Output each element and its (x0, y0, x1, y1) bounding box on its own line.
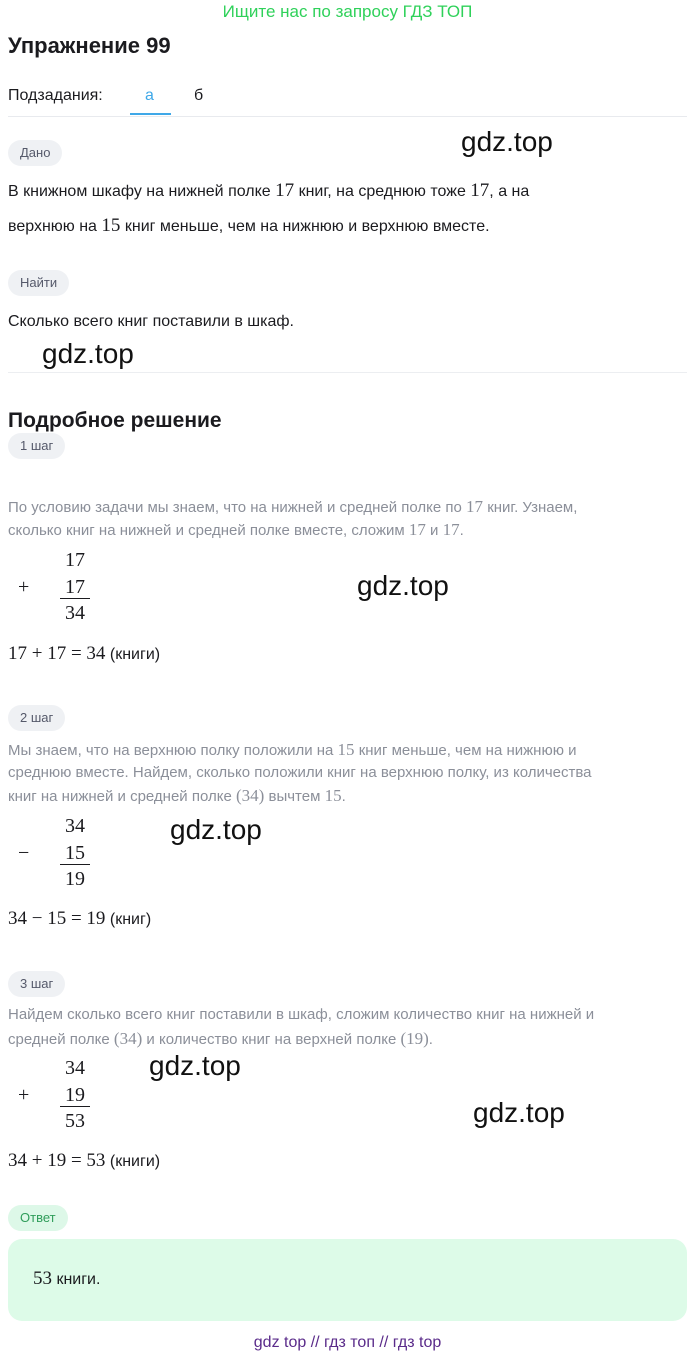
number: 17 (442, 520, 460, 539)
number: 15 (324, 786, 342, 805)
number: (19) (400, 1029, 429, 1048)
equation-unit: (книги) (109, 1153, 161, 1170)
step-2-badge: 2 шаг (8, 705, 65, 731)
watermark: gdz.top (461, 126, 553, 157)
equation-unit: (книги) (109, 646, 161, 663)
number: 17 (408, 520, 426, 539)
number: 17 (275, 180, 295, 201)
number: 17 (470, 180, 490, 201)
step-1-equation (8, 643, 160, 665)
page-title: Упражнение 99 (8, 33, 171, 58)
step-3-text-line-1: Найдем сколько всего книг поставили в шкаф, сложим количество книг на нижней и (8, 1006, 595, 1023)
step-1-operand-b: 17 (60, 576, 90, 599)
step-3-operator: + (18, 1084, 30, 1106)
step-1-text-line-2 (8, 520, 464, 540)
step-3-operand-a: 34 (65, 1057, 85, 1079)
given-text: книг меньше, чем на нижнюю и верхнюю вместе. (120, 218, 490, 235)
given-text: верхнюю на (8, 218, 102, 235)
step-2-operand-a: 34 (65, 815, 85, 837)
step-1-badge: 1 шаг (8, 433, 65, 459)
promo-banner[interactable]: Ищите нас по запросу ГДЗ ТОП (222, 2, 473, 21)
step-text: книг. Узнаем, (483, 499, 578, 516)
equation-expr: 34 + 19 = 53 (8, 1150, 106, 1171)
step-1-text-line-1 (8, 497, 577, 517)
number: 17 (466, 497, 484, 516)
step-2-text-line-1 (8, 740, 577, 760)
step-text: Мы знаем, что на верхнюю полку положили на (8, 742, 338, 759)
step-2-operator: − (18, 842, 30, 864)
step-3-result: 53 (65, 1110, 85, 1132)
number: (34) (235, 786, 265, 805)
solution-title: Подробное решение (8, 409, 222, 432)
number: (34) (113, 1029, 143, 1048)
equation-expr: 17 + 17 = 34 (8, 643, 106, 664)
answer-unit: книги. (52, 1271, 101, 1288)
answer-badge: Ответ (8, 1205, 68, 1231)
watermark: gdz.top (170, 814, 262, 845)
find-text: Сколько всего книг поставили в шкаф. (8, 313, 294, 330)
step-text: По условию задачи мы знаем, что на нижней и средней полке по (8, 499, 467, 516)
equation-unit: (книг) (109, 911, 152, 928)
number: 15 (337, 740, 355, 759)
watermark: gdz.top (149, 1050, 241, 1081)
given-text: книг, на среднюю тоже (294, 183, 471, 200)
given-text-line-1 (8, 180, 529, 202)
section-divider (8, 372, 687, 373)
subtasks-label: Подзадания: (8, 87, 103, 104)
given-text-line-2 (8, 215, 490, 237)
watermark: gdz.top (473, 1097, 565, 1128)
step-3-operand-b: 19 (60, 1084, 90, 1107)
step-3-badge: 3 шаг (8, 971, 65, 997)
step-2-operand-b: 15 (60, 842, 90, 865)
answer-box (8, 1239, 687, 1321)
answer-value: 53 (33, 1268, 52, 1289)
step-text: книг на нижней и средней полке (8, 788, 236, 805)
step-text: и количество книг на верхней полке (142, 1031, 401, 1048)
number: 15 (101, 215, 121, 236)
tab-subtask-b[interactable]: б (194, 87, 204, 104)
tab-subtask-a[interactable]: а (145, 87, 154, 104)
find-badge: Найти (8, 270, 69, 296)
equation-expr: 34 − 15 = 19 (8, 908, 106, 929)
given-text: В книжном шкафу на нижней полке (8, 183, 276, 200)
answer-text (33, 1268, 100, 1290)
step-text: средней полке (8, 1031, 114, 1048)
step-text: . (341, 788, 346, 805)
active-tab-indicator (130, 113, 171, 115)
step-text: вычтем (264, 788, 325, 805)
step-2-text-line-2: среднюю вместе. Найдем, сколько положили книг на верхнюю полку, из количества (8, 764, 592, 781)
step-1-operand-a: 17 (65, 549, 85, 571)
tabs-divider (8, 116, 687, 117)
step-text: . (428, 1031, 433, 1048)
watermark: gdz.top (357, 570, 449, 601)
step-text: сколько книг на нижней и средней полке вместе, сложим (8, 522, 409, 539)
given-badge: Дано (8, 140, 62, 166)
footer-links[interactable]: gdz top // гдз топ // гдз top (253, 1334, 442, 1351)
step-2-result: 19 (65, 868, 85, 890)
step-2-equation (8, 908, 151, 930)
given-text: , а на (489, 183, 530, 200)
watermark: gdz.top (42, 338, 134, 369)
step-1-result: 34 (65, 602, 85, 624)
step-1-operator: + (18, 576, 30, 598)
step-2-text-line-3 (8, 786, 346, 806)
step-3-equation (8, 1150, 160, 1172)
step-3-text-line-2 (8, 1029, 433, 1049)
step-text: . (459, 522, 464, 539)
step-text: и (425, 522, 443, 539)
step-text: книг меньше, чем на нижнюю и (354, 742, 577, 759)
